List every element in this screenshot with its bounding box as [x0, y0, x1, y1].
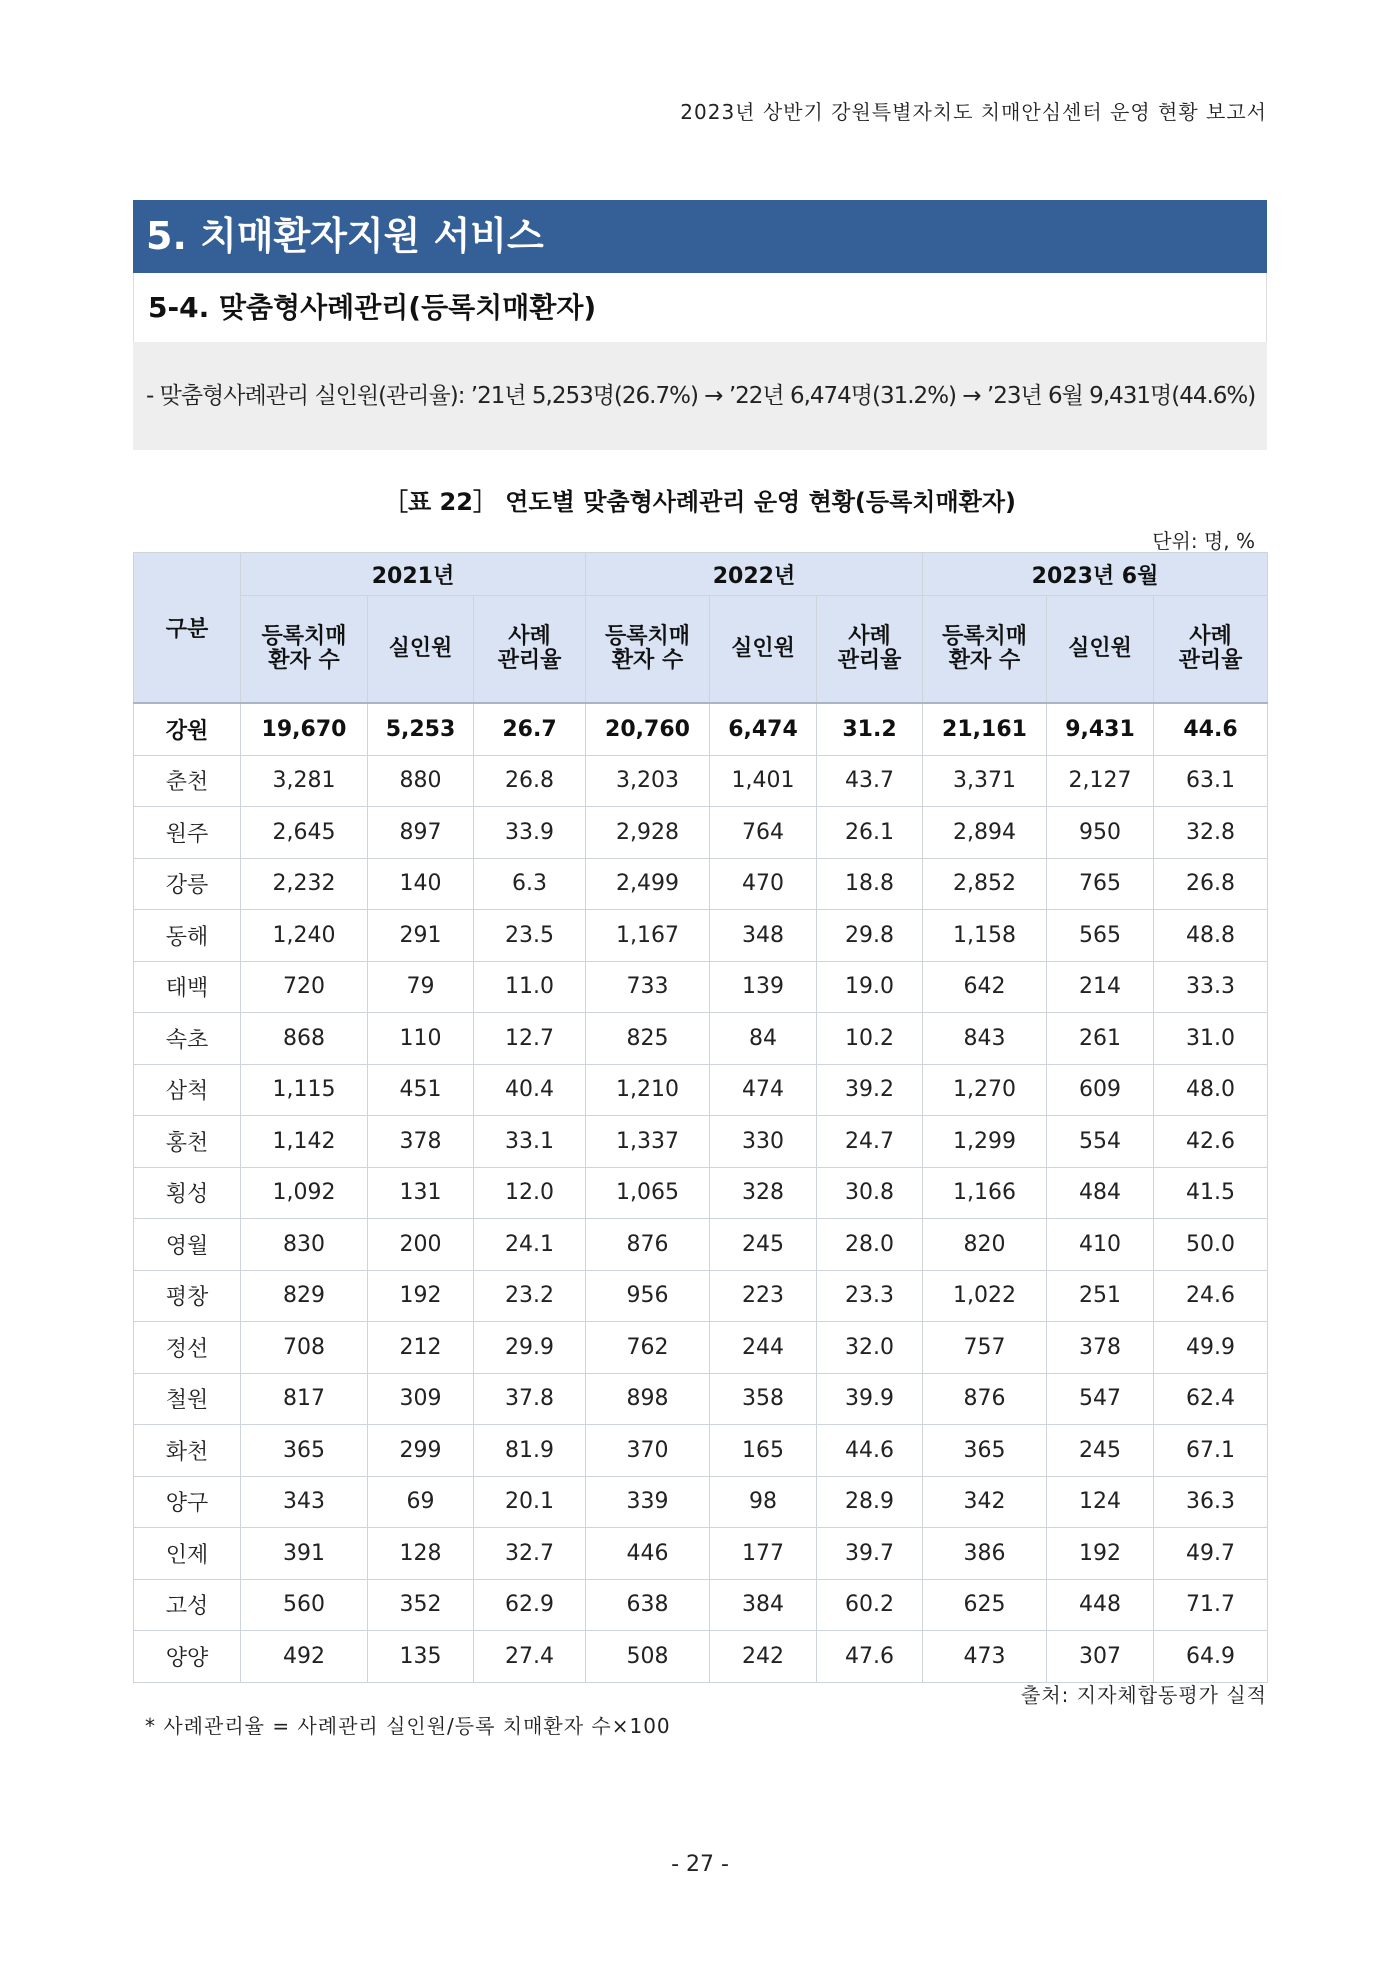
value-cell: 1,240 [241, 910, 368, 962]
value-cell: 2,894 [923, 807, 1047, 859]
region-cell: 영월 [134, 1219, 241, 1271]
sub-header-line: 실인원 [1068, 636, 1132, 661]
value-cell: 3,203 [586, 755, 710, 807]
value-cell: 47.6 [817, 1631, 923, 1683]
value-cell: 473 [923, 1631, 1047, 1683]
year-header-row [134, 553, 1268, 596]
value-cell: 42.6 [1154, 1116, 1268, 1168]
value-cell: 348 [710, 910, 817, 962]
value-cell: 251 [1047, 1270, 1154, 1322]
sub-header-line: 등록치매 [261, 624, 347, 649]
region-cell: 양구 [134, 1476, 241, 1528]
value-cell: 44.6 [817, 1425, 923, 1477]
value-cell: 868 [241, 1013, 368, 1065]
value-cell: 24.7 [817, 1116, 923, 1168]
region-cell: 강원 [134, 703, 241, 755]
value-cell: 642 [923, 961, 1047, 1013]
value-cell: 2,232 [241, 858, 368, 910]
value-cell: 21,161 [923, 703, 1047, 755]
value-cell: 343 [241, 1476, 368, 1528]
value-cell: 820 [923, 1219, 1047, 1271]
value-cell: 1,092 [241, 1167, 368, 1219]
year-header: 2022년 [586, 553, 923, 596]
value-cell: 843 [923, 1013, 1047, 1065]
table-row [134, 807, 1268, 859]
value-cell: 11.0 [474, 961, 586, 1013]
value-cell: 244 [710, 1322, 817, 1374]
value-cell: 830 [241, 1219, 368, 1271]
value-cell: 24.1 [474, 1219, 586, 1271]
value-cell: 342 [923, 1476, 1047, 1528]
value-cell: 2,499 [586, 858, 710, 910]
value-cell: 2,127 [1047, 755, 1154, 807]
sub-header-line: 실인원 [388, 636, 453, 661]
region-cell: 평창 [134, 1270, 241, 1322]
value-cell: 223 [710, 1270, 817, 1322]
data-table [133, 552, 1268, 1683]
region-cell: 정선 [134, 1322, 241, 1374]
region-cell: 태백 [134, 961, 241, 1013]
value-cell: 26.7 [474, 703, 586, 755]
table-row [134, 755, 1268, 807]
value-cell: 309 [368, 1373, 474, 1425]
value-cell: 192 [368, 1270, 474, 1322]
value-cell: 110 [368, 1013, 474, 1065]
value-cell: 299 [368, 1425, 474, 1477]
value-cell: 956 [586, 1270, 710, 1322]
sub-header-line: 관리율 [837, 648, 902, 673]
value-cell: 484 [1047, 1167, 1154, 1219]
value-cell: 358 [710, 1373, 817, 1425]
source-note: 출처: 지자체합동평가 실적 [1021, 1683, 1267, 1707]
value-cell: 28.0 [817, 1219, 923, 1271]
table-row [134, 1579, 1268, 1631]
sub-header-cell [817, 596, 923, 704]
running-header: 2023년 상반기 강원특별자치도 치매안심센터 운영 현황 보고서 [680, 100, 1267, 124]
value-cell: 69 [368, 1476, 474, 1528]
region-cell: 양양 [134, 1631, 241, 1683]
value-cell: 352 [368, 1579, 474, 1631]
value-cell: 609 [1047, 1064, 1154, 1116]
sub-header-line: 환자 수 [268, 648, 340, 673]
sub-header-row [134, 596, 1268, 704]
value-cell: 37.8 [474, 1373, 586, 1425]
value-cell: 79 [368, 961, 474, 1013]
value-cell: 330 [710, 1116, 817, 1168]
value-cell: 2,928 [586, 807, 710, 859]
value-cell: 124 [1047, 1476, 1154, 1528]
value-cell: 3,371 [923, 755, 1047, 807]
value-cell: 291 [368, 910, 474, 962]
value-cell: 41.5 [1154, 1167, 1268, 1219]
value-cell: 1,142 [241, 1116, 368, 1168]
table-row [134, 1270, 1268, 1322]
value-cell: 378 [1047, 1322, 1154, 1374]
value-cell: 492 [241, 1631, 368, 1683]
region-cell: 원주 [134, 807, 241, 859]
value-cell: 1,065 [586, 1167, 710, 1219]
value-cell: 23.2 [474, 1270, 586, 1322]
value-cell: 19,670 [241, 703, 368, 755]
value-cell: 880 [368, 755, 474, 807]
region-cell: 강릉 [134, 858, 241, 910]
value-cell: 448 [1047, 1579, 1154, 1631]
value-cell: 474 [710, 1064, 817, 1116]
table-row [134, 1167, 1268, 1219]
region-cell: 춘천 [134, 755, 241, 807]
sub-header-line: 관리율 [497, 648, 562, 673]
table-row [134, 1373, 1268, 1425]
region-cell: 고성 [134, 1579, 241, 1631]
table-row [134, 910, 1268, 962]
table-row [134, 1116, 1268, 1168]
value-cell: 165 [710, 1425, 817, 1477]
sub-header-line: 사례 [848, 624, 891, 649]
sub-header-cell [923, 596, 1047, 704]
value-cell: 1,115 [241, 1064, 368, 1116]
value-cell: 19.0 [817, 961, 923, 1013]
table-row [134, 1631, 1268, 1683]
table-row [134, 1425, 1268, 1477]
value-cell: 12.0 [474, 1167, 586, 1219]
value-cell: 12.7 [474, 1013, 586, 1065]
value-cell: 98 [710, 1476, 817, 1528]
value-cell: 2,645 [241, 807, 368, 859]
value-cell: 365 [923, 1425, 1047, 1477]
summary-box: - 맞춤형사례관리 실인원(관리율): ’21년 5,253명(26.7%) → ’22년 6,474명(31.2%) → ’23년 6월 9,431명(44.6%) [133, 342, 1267, 450]
value-cell: 765 [1047, 858, 1154, 910]
value-cell: 508 [586, 1631, 710, 1683]
value-cell: 26.8 [474, 755, 586, 807]
value-cell: 135 [368, 1631, 474, 1683]
value-cell: 214 [1047, 961, 1154, 1013]
value-cell: 81.9 [474, 1425, 586, 1477]
value-cell: 10.2 [817, 1013, 923, 1065]
value-cell: 32.0 [817, 1322, 923, 1374]
value-cell: 192 [1047, 1528, 1154, 1580]
year-header: 2021년 [241, 553, 586, 596]
value-cell: 2,852 [923, 858, 1047, 910]
value-cell: 44.6 [1154, 703, 1268, 755]
value-cell: 33.3 [1154, 961, 1268, 1013]
value-cell: 20,760 [586, 703, 710, 755]
region-cell: 철원 [134, 1373, 241, 1425]
section-title: 5. 치매환자지원 서비스 [133, 200, 1267, 273]
sub-header-line: 등록치매 [941, 624, 1027, 649]
table-row [134, 961, 1268, 1013]
region-cell: 동해 [134, 910, 241, 962]
value-cell: 26.8 [1154, 858, 1268, 910]
value-cell: 49.7 [1154, 1528, 1268, 1580]
sub-header-cell [474, 596, 586, 704]
value-cell: 62.4 [1154, 1373, 1268, 1425]
sub-header-line: 사례 [1189, 624, 1232, 649]
value-cell: 378 [368, 1116, 474, 1168]
value-cell: 950 [1047, 807, 1154, 859]
value-cell: 131 [368, 1167, 474, 1219]
value-cell: 139 [710, 961, 817, 1013]
value-cell: 339 [586, 1476, 710, 1528]
value-cell: 733 [586, 961, 710, 1013]
region-cell: 홍천 [134, 1116, 241, 1168]
value-cell: 60.2 [817, 1579, 923, 1631]
value-cell: 26.1 [817, 807, 923, 859]
value-cell: 31.0 [1154, 1013, 1268, 1065]
value-cell: 1,167 [586, 910, 710, 962]
value-cell: 386 [923, 1528, 1047, 1580]
table-row [134, 1476, 1268, 1528]
value-cell: 30.8 [817, 1167, 923, 1219]
sub-header-cell [1154, 596, 1268, 704]
value-cell: 33.1 [474, 1116, 586, 1168]
table-row [134, 1219, 1268, 1271]
value-cell: 876 [923, 1373, 1047, 1425]
footnote: * 사례관리율 = 사례관리 실인원/등록 치매환자 수×100 [145, 1714, 671, 1738]
value-cell: 29.9 [474, 1322, 586, 1374]
value-cell: 470 [710, 858, 817, 910]
value-cell: 242 [710, 1631, 817, 1683]
value-cell: 3,281 [241, 755, 368, 807]
value-cell: 23.5 [474, 910, 586, 962]
value-cell: 212 [368, 1322, 474, 1374]
value-cell: 720 [241, 961, 368, 1013]
value-cell: 43.7 [817, 755, 923, 807]
row-header-label: 구분 [134, 553, 241, 704]
value-cell: 451 [368, 1064, 474, 1116]
value-cell: 1,166 [923, 1167, 1047, 1219]
value-cell: 50.0 [1154, 1219, 1268, 1271]
value-cell: 140 [368, 858, 474, 910]
value-cell: 18.8 [817, 858, 923, 910]
table-row [134, 1064, 1268, 1116]
value-cell: 762 [586, 1322, 710, 1374]
value-cell: 370 [586, 1425, 710, 1477]
value-cell: 898 [586, 1373, 710, 1425]
region-cell: 인제 [134, 1528, 241, 1580]
value-cell: 177 [710, 1528, 817, 1580]
value-cell: 32.7 [474, 1528, 586, 1580]
value-cell: 48.8 [1154, 910, 1268, 962]
sub-header-cell [710, 596, 817, 704]
region-cell: 속초 [134, 1013, 241, 1065]
value-cell: 48.0 [1154, 1064, 1268, 1116]
value-cell: 31.2 [817, 703, 923, 755]
value-cell: 817 [241, 1373, 368, 1425]
table-row [134, 1013, 1268, 1065]
value-cell: 63.1 [1154, 755, 1268, 807]
table-row [134, 1528, 1268, 1580]
value-cell: 757 [923, 1322, 1047, 1374]
value-cell: 1,210 [586, 1064, 710, 1116]
value-cell: 33.9 [474, 807, 586, 859]
value-cell: 39.7 [817, 1528, 923, 1580]
sub-header-line: 실인원 [731, 636, 795, 661]
value-cell: 32.8 [1154, 807, 1268, 859]
value-cell: 62.9 [474, 1579, 586, 1631]
value-cell: 29.8 [817, 910, 923, 962]
page-number: - 27 - [671, 1852, 729, 1877]
value-cell: 24.6 [1154, 1270, 1268, 1322]
table-caption: ［표 22］ 연도별 맞춤형사례관리 운영 현황(등록치매환자) [384, 488, 1016, 516]
sub-header-cell [586, 596, 710, 704]
value-cell: 36.3 [1154, 1476, 1268, 1528]
value-cell: 9,431 [1047, 703, 1154, 755]
value-cell: 1,337 [586, 1116, 710, 1168]
sub-header-line: 사례 [508, 624, 551, 649]
value-cell: 446 [586, 1528, 710, 1580]
sub-header-line: 환자 수 [948, 648, 1021, 673]
region-cell: 화천 [134, 1425, 241, 1477]
sub-header-line: 환자 수 [611, 648, 684, 673]
value-cell: 328 [710, 1167, 817, 1219]
table-row [134, 1322, 1268, 1374]
value-cell: 39.9 [817, 1373, 923, 1425]
value-cell: 897 [368, 807, 474, 859]
value-cell: 245 [710, 1219, 817, 1271]
value-cell: 638 [586, 1579, 710, 1631]
value-cell: 1,299 [923, 1116, 1047, 1168]
value-cell: 200 [368, 1219, 474, 1271]
unit-label: 단위: 명, % [1152, 529, 1255, 553]
value-cell: 625 [923, 1579, 1047, 1631]
table-row [134, 858, 1268, 910]
value-cell: 71.7 [1154, 1579, 1268, 1631]
sub-header-cell [241, 596, 368, 704]
region-cell: 횡성 [134, 1167, 241, 1219]
subsection-title: 5-4. 맞춤형사례관리(등록치매환자) [133, 273, 1267, 342]
value-cell: 23.3 [817, 1270, 923, 1322]
value-cell: 1,158 [923, 910, 1047, 962]
value-cell: 64.9 [1154, 1631, 1268, 1683]
value-cell: 829 [241, 1270, 368, 1322]
value-cell: 39.2 [817, 1064, 923, 1116]
value-cell: 28.9 [817, 1476, 923, 1528]
value-cell: 391 [241, 1528, 368, 1580]
value-cell: 560 [241, 1579, 368, 1631]
value-cell: 825 [586, 1013, 710, 1065]
value-cell: 67.1 [1154, 1425, 1268, 1477]
value-cell: 410 [1047, 1219, 1154, 1271]
total-row [134, 703, 1268, 755]
value-cell: 547 [1047, 1373, 1154, 1425]
value-cell: 384 [710, 1579, 817, 1631]
value-cell: 1,022 [923, 1270, 1047, 1322]
value-cell: 554 [1047, 1116, 1154, 1168]
sub-header-line: 등록치매 [604, 624, 690, 649]
year-header: 2023년 6월 [923, 553, 1268, 596]
value-cell: 1,270 [923, 1064, 1047, 1116]
value-cell: 708 [241, 1322, 368, 1374]
table-body [134, 703, 1268, 1682]
sub-header-cell [368, 596, 474, 704]
sub-header-cell [1047, 596, 1154, 704]
value-cell: 307 [1047, 1631, 1154, 1683]
value-cell: 20.1 [474, 1476, 586, 1528]
value-cell: 27.4 [474, 1631, 586, 1683]
region-cell: 삼척 [134, 1064, 241, 1116]
value-cell: 365 [241, 1425, 368, 1477]
value-cell: 1,401 [710, 755, 817, 807]
value-cell: 128 [368, 1528, 474, 1580]
value-cell: 49.9 [1154, 1322, 1268, 1374]
value-cell: 84 [710, 1013, 817, 1065]
sub-header-line: 관리율 [1178, 648, 1243, 673]
value-cell: 245 [1047, 1425, 1154, 1477]
value-cell: 6.3 [474, 858, 586, 910]
value-cell: 5,253 [368, 703, 474, 755]
value-cell: 876 [586, 1219, 710, 1271]
value-cell: 40.4 [474, 1064, 586, 1116]
value-cell: 565 [1047, 910, 1154, 962]
value-cell: 261 [1047, 1013, 1154, 1065]
value-cell: 764 [710, 807, 817, 859]
value-cell: 6,474 [710, 703, 817, 755]
